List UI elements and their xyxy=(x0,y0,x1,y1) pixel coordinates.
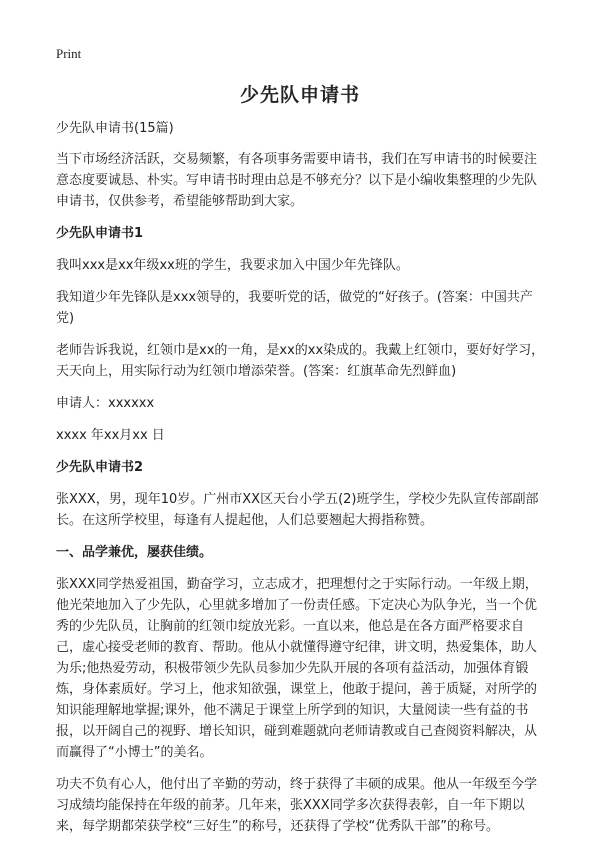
print-link[interactable]: Print xyxy=(56,46,82,61)
paragraph: 老师告诉我说，红领巾是xx的一角，是xx的xx染成的。我戴上红领巾，要好好学习，天天向上，用实际行动为红领巾增添荣誉。(答案：红旗革命先烈鲜血) xyxy=(56,343,545,379)
section-heading: 少先队申请书1 xyxy=(56,226,144,241)
sub-heading: 一、品学兼优，屡获佳绩。 xyxy=(56,545,213,560)
applicant-line: 申请人：xxxxxx xyxy=(56,396,155,411)
paragraph: 张XXX，男，现年10岁。广州市XX区天台小学五(2)班学生，学校少先队宣传部副部长。在这所学校里，每逢有人提起他，人们总要翘起大拇指称赞。 xyxy=(56,492,539,528)
date-line: xxxx 年xx月xx 日 xyxy=(56,428,165,443)
document-body xyxy=(56,118,546,848)
section-heading: 少先队申请书2 xyxy=(56,460,144,475)
paragraph: 功夫不负有心人，他付出了辛勤的劳动，终于获得了丰硕的成果。他从一年级至今学习成绩均能保持在年级的前茅。几年来，张XXX同学多次获得表彰，自一年下期以来，每学期都荣获学校“三好生”的称号，还获得了学校“优秀队干部”的称号。 xyxy=(56,777,538,834)
document-subtitle: 少先队申请书(15篇) xyxy=(56,121,174,136)
paragraph: 我知道少年先锋队是xxx领导的，我要听党的话，做党的“好孩子。(答案：中国共产党) xyxy=(56,290,533,326)
intro-paragraph: 当下市场经济活跃，交易频繁，有各项事务需要申请书，我们在写申请书的时候要注意态度要诚恳、朴实。写申请书时理由总是不够充分？以下是小编收集整理的少先队申请书，仅供参考，希望能够帮助到大家。 xyxy=(56,152,538,209)
paragraph: 我叫xxx是xx年级xx班的学生，我要求加入中国少年先锋队。 xyxy=(56,258,409,273)
page-title: 少先队申请书 xyxy=(239,84,360,106)
paragraph: 张XXX同学热爱祖国，勤奋学习，立志成才，把理想付之于实际行动。一年级上期，他光荣地加入了少先队，心里就多增加了一份责任感。下定决心为队争光，当一个优秀的少先队员，让胸前的红领巾绽放光彩。一直以来，他总是在各方面严格要求自己，虚心接受老师的教育、帮助。他从小就懂得遵守纪律，讲文明，热爱集体，助人为乐;他热爱劳动，积极带领少先队员参加少先队开展的各项有益活动，加强体育锻炼，身体素质好。学习上，他求知欲强，课堂上，他敢于提问，善于质疑，对所学的知识能理解地掌握;课外，他不满足于课堂上所学到的知识，大量阅读一些有益的书报，以开阔自己的视野、增长知识，碰到难题就向老师请教或自己查阅资料解决，从而赢得了“小博士”的美名。 xyxy=(56,577,538,760)
